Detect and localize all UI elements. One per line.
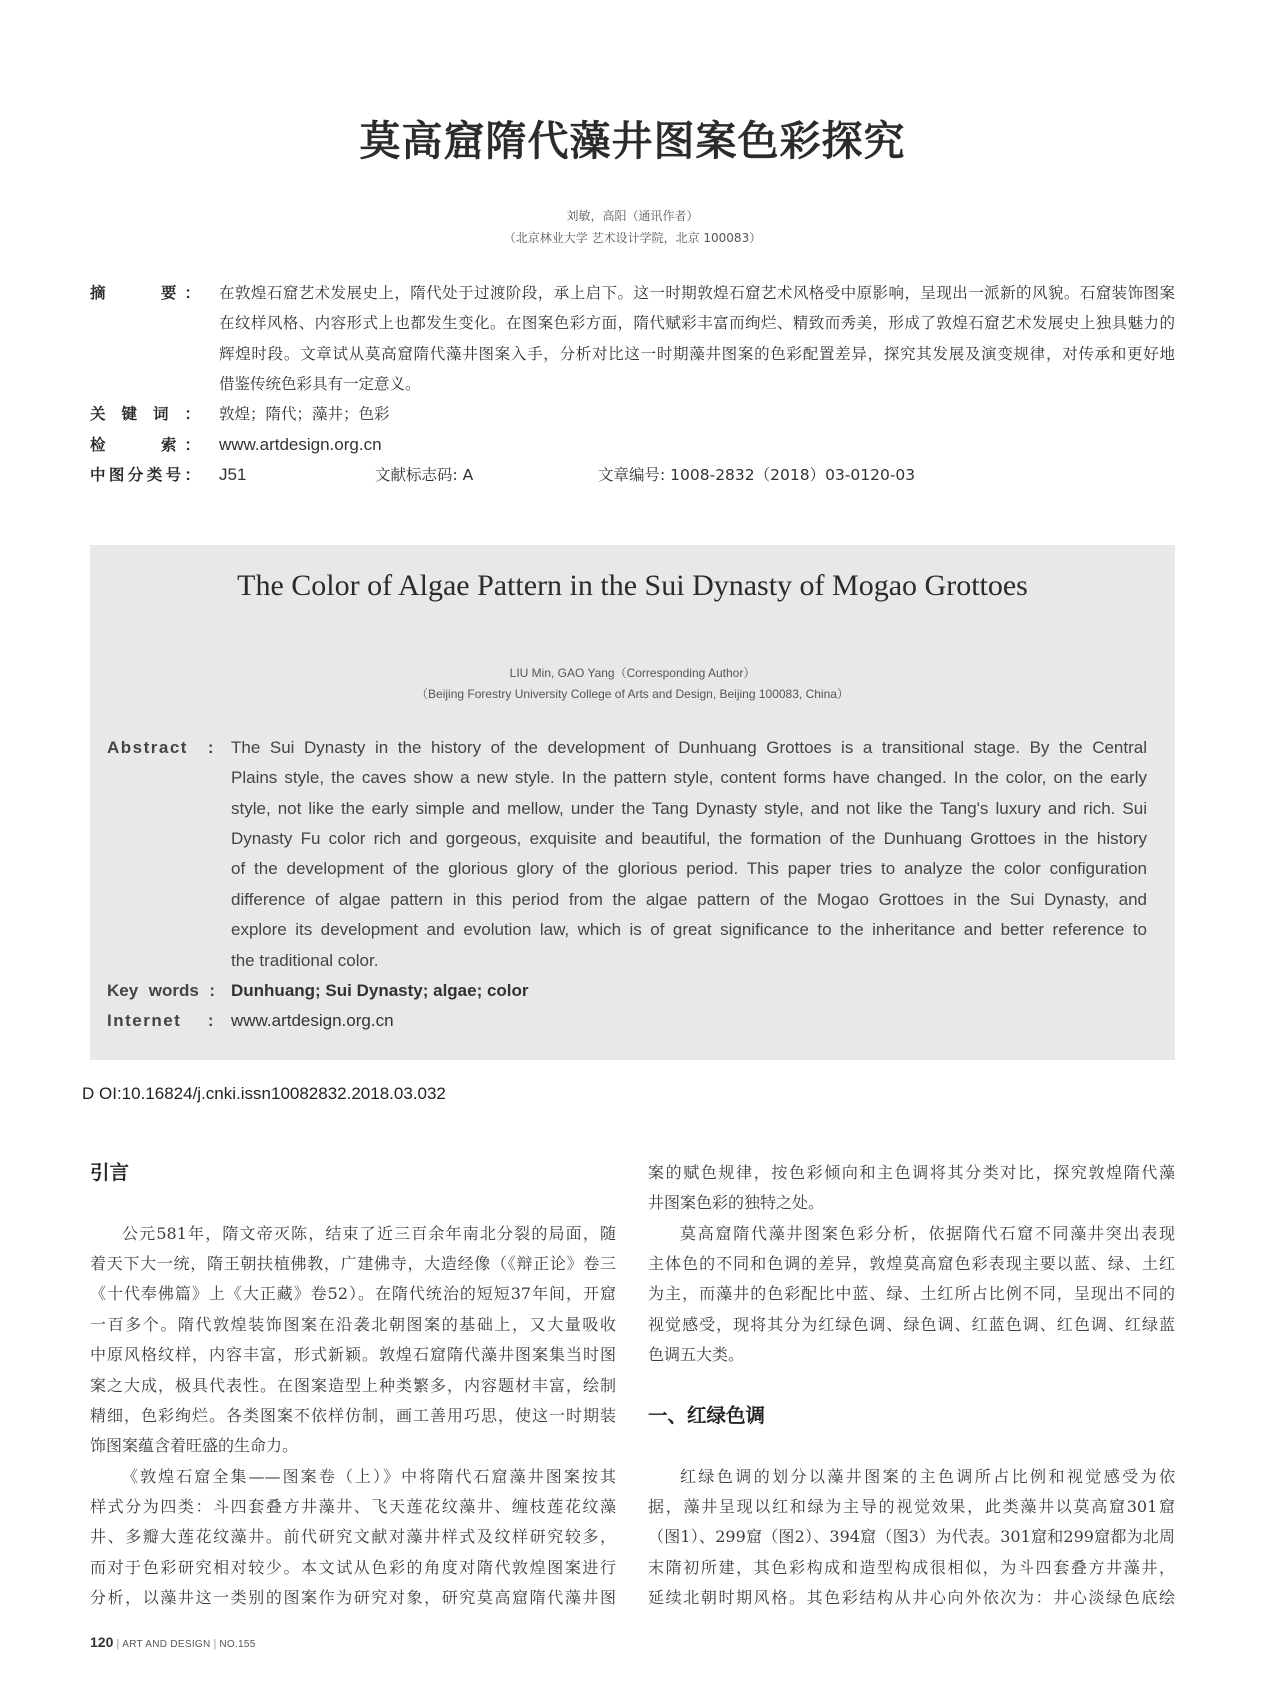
article-title-cn: 莫高窟隋代藻井图案色彩探究 <box>359 117 906 165</box>
body-line: 为主，而藻井的色彩配比中蓝、绿、土红所占比例不同，呈现出不同的 <box>648 1284 1175 1304</box>
doi: D OI:10.16824/j.cnki.issn10082832.2018.03.032 <box>82 1084 446 1103</box>
en-abstract-line: difference of algae pattern in this period from the algae pattern of the Mogao Grottoes in the Sui Dynasty, and <box>231 889 1147 909</box>
affiliation-en: （Beijing Forestry University College of Arts and Design, Beijing 100083, China） <box>416 687 849 701</box>
cn-keywords-label: 关键词： <box>90 405 200 424</box>
cn-retrieval-row <box>90 430 1175 460</box>
body-line: 案之大成，极具代表性。在图案造型上种类繁多，内容题材丰富，绘制 <box>90 1375 616 1395</box>
authors-en: LIU Min, GAO Yang（Corresponding Author） <box>509 666 756 680</box>
cn-abstract-row <box>90 278 1175 400</box>
en-abstract-line: of the development of the glorious glory of the glorious period. This paper tries to analyze the color configuration <box>231 859 1147 879</box>
cn-keywords-row <box>90 399 1175 429</box>
en-keywords: Dunhuang; Sui Dynasty; algae; color <box>231 980 529 1000</box>
en-abstract-label: Abstract : <box>107 737 215 757</box>
body-column-right <box>648 1158 1175 1614</box>
paragraph <box>648 1219 1175 1371</box>
en-internet-label: Internet : <box>107 1011 215 1031</box>
en-abstract-section <box>107 733 1147 1037</box>
english-abstract-box <box>90 545 1175 1060</box>
body-line: 一百多个。隋代敦煌装饰图案在沿袭北朝图案的基础上，又大量吸收 <box>90 1314 616 1334</box>
cn-retrieval-label: 检 索： <box>90 435 200 454</box>
body-line: 主体色的不同和色调的差异，敦煌莫高窟色彩表现主要以蓝、绿、土红 <box>648 1253 1175 1273</box>
cn-clc-values <box>219 460 1175 490</box>
body-line: 着天下大一统，隋王朝扶植佛教，广建佛寺，大造经像（《辩正论》卷三 <box>90 1253 616 1273</box>
en-abstract-line: Dynasty Fu color rich and gorgeous, exquisite and beautiful, the formation of the Dunhuang Grottoes in the history <box>231 828 1147 848</box>
body-line: 延续北朝时期风格。其色彩结构从井心向外依次为：井心淡绿色底绘 <box>648 1588 1175 1608</box>
cn-abstract-line: 在敦煌石窟艺术发展史上，隋代处于过渡阶段，承上启下。这一时期敦煌石窟艺术风格受中原影响，呈现出一派新的风貌。石窟装饰图案 <box>219 283 1175 302</box>
affiliation-cn: （北京林业大学 艺术设计学院，北京 100083） <box>503 231 762 245</box>
footer-separator: | <box>116 1638 120 1650</box>
en-keywords-label: Key words : <box>107 980 215 1000</box>
cn-document-code: 文献标志码: A <box>375 466 474 485</box>
en-abstract-line: style, not like the early simple and mellow, under the Tang Dynasty style, and not like the Tang's luxury and rich. Sui <box>231 798 1147 818</box>
en-abstract-line: the traditional color. <box>231 950 379 970</box>
body-line: 井、多瓣大莲花纹藻井。前代研究文献对藻井样式及纹样研究较多， <box>90 1527 616 1547</box>
cn-retrieval-url: www.artdesign.org.cn <box>219 434 382 454</box>
cn-classification-row <box>90 460 1175 490</box>
en-keywords-row <box>107 976 1147 1006</box>
paragraph-continued <box>648 1158 1175 1219</box>
body-line: 视觉感受，现将其分为红绿色调、绿色调、红蓝色调、红色调、红绿蓝 <box>648 1314 1175 1334</box>
cn-abstract-text <box>219 278 1175 400</box>
body-line: 《敦煌石窟全集——图案卷（上）》中将隋代石窟藻井图案按其 <box>122 1466 616 1486</box>
paragraph <box>648 1462 1175 1614</box>
body-line: 末隋初所建，其色彩构成和造型构成很相似，为斗四套叠方井藻井， <box>648 1557 1175 1577</box>
authors-cn: 刘敏，高阳（通讯作者） <box>566 209 699 223</box>
section-heading-red-green: 一、红绿色调 <box>648 1403 766 1427</box>
section-heading-intro: 引言 <box>90 1160 130 1184</box>
issue-number: NO.155 <box>219 1639 256 1650</box>
paragraph <box>90 1462 616 1614</box>
page-number: 120 <box>90 1634 114 1650</box>
journal-name: ART AND DESIGN <box>122 1639 211 1650</box>
en-abstract-text <box>231 733 1147 976</box>
body-line: 而对于色彩研究相对较少。本文试从色彩的角度对隋代敦煌图案进行 <box>90 1557 616 1577</box>
en-abstract-line: explore its development and evolution law, which is of great significance to the inheritance and better reference to <box>231 920 1147 940</box>
page-footer <box>90 1632 256 1652</box>
cn-clc-number: J51 <box>219 465 247 485</box>
article-title-en: The Color of Algae Pattern in the Sui Dynasty of Mogao Grottoes <box>237 569 1028 602</box>
cn-keywords: 敦煌；隋代；藻井；色彩 <box>219 405 390 424</box>
cn-article-number: 文章编号: 1008-2832（2018）03-0120-03 <box>598 466 916 485</box>
en-internet-row <box>107 1006 1147 1036</box>
cn-abstract-line: 辉煌时段。文章试从莫高窟隋代藻井图案入手，分析对比这一时期藻井图案的色彩配置差异，探究其发展及演变规律，对传承和更好地 <box>219 344 1175 363</box>
cn-abstract-label: 摘 要： <box>90 283 200 302</box>
body-line: 莫高窟隋代藻井图案色彩分析，依据隋代石窟不同藻井突出表现 <box>680 1223 1175 1243</box>
cn-abstract-line: 在纹样风格、内容形式上也都发生变化。在图案色彩方面，隋代赋彩丰富而绚烂、精致而秀美，形成了敦煌石窟艺术发展史上独具魅力的 <box>219 314 1175 333</box>
body-line: 红绿色调的划分以藻井图案的主色调所占比例和视觉感受为依 <box>680 1466 1175 1486</box>
body-line: 精细，色彩绚烂。各类图案不依样仿制，画工善用巧思，使这一时期装 <box>90 1405 616 1425</box>
cn-abstract-line: 借鉴传统色彩具有一定意义。 <box>219 374 421 393</box>
body-line: 《十代奉佛篇》上《大正藏》卷52）。在隋代统治的短短37年间，开窟 <box>90 1284 616 1304</box>
body-line: 案的赋色规律，按色彩倾向和主色调将其分类对比，探究敦煌隋代藻 <box>648 1162 1175 1182</box>
body-line: （图1）、299窟（图2）、394窟（图3）为代表。301窟和299窟都为北周 <box>648 1527 1175 1547</box>
en-abstract-line: Plains style, the caves show a new style. In the pattern style, content forms have changed. In the color, on the early <box>231 768 1147 788</box>
en-abstract-line: The Sui Dynasty in the history of the development of Dunhuang Grottoes is a transitional stage. By the Central <box>231 737 1147 757</box>
cn-clc-label: 中图分类号： <box>90 466 200 485</box>
en-abstract-row <box>107 733 1147 976</box>
cn-metadata <box>90 278 1175 491</box>
body-line: 据，藻井呈现以红和绿为主导的视觉效果，此类藻井以莫高窟301窟 <box>648 1497 1175 1517</box>
body-column-left <box>90 1158 616 1614</box>
footer-separator: | <box>213 1638 217 1650</box>
body-line: 中原风格纹样，内容丰富，形式新颖。敦煌石窟隋代藻井图案集当时图 <box>90 1345 616 1365</box>
body-line: 分析，以藻井这一类别的图案作为研究对象，研究莫高窟隋代藻井图 <box>90 1588 616 1608</box>
body-line: 色调五大类。 <box>648 1345 745 1365</box>
en-internet-url: www.artdesign.org.cn <box>231 1011 394 1031</box>
body-line: 样式分为四类：斗四套叠方井藻井、飞天莲花纹藻井、缠枝莲花纹藻 <box>90 1497 616 1517</box>
body-line: 井图案色彩的独特之处。 <box>648 1193 825 1213</box>
body-line: 公元581年，隋文帝灭陈，结束了近三百余年南北分裂的局面，随 <box>122 1223 616 1243</box>
paragraph <box>90 1219 616 1462</box>
body-line: 饰图案蕴含着旺盛的生命力。 <box>90 1436 299 1456</box>
